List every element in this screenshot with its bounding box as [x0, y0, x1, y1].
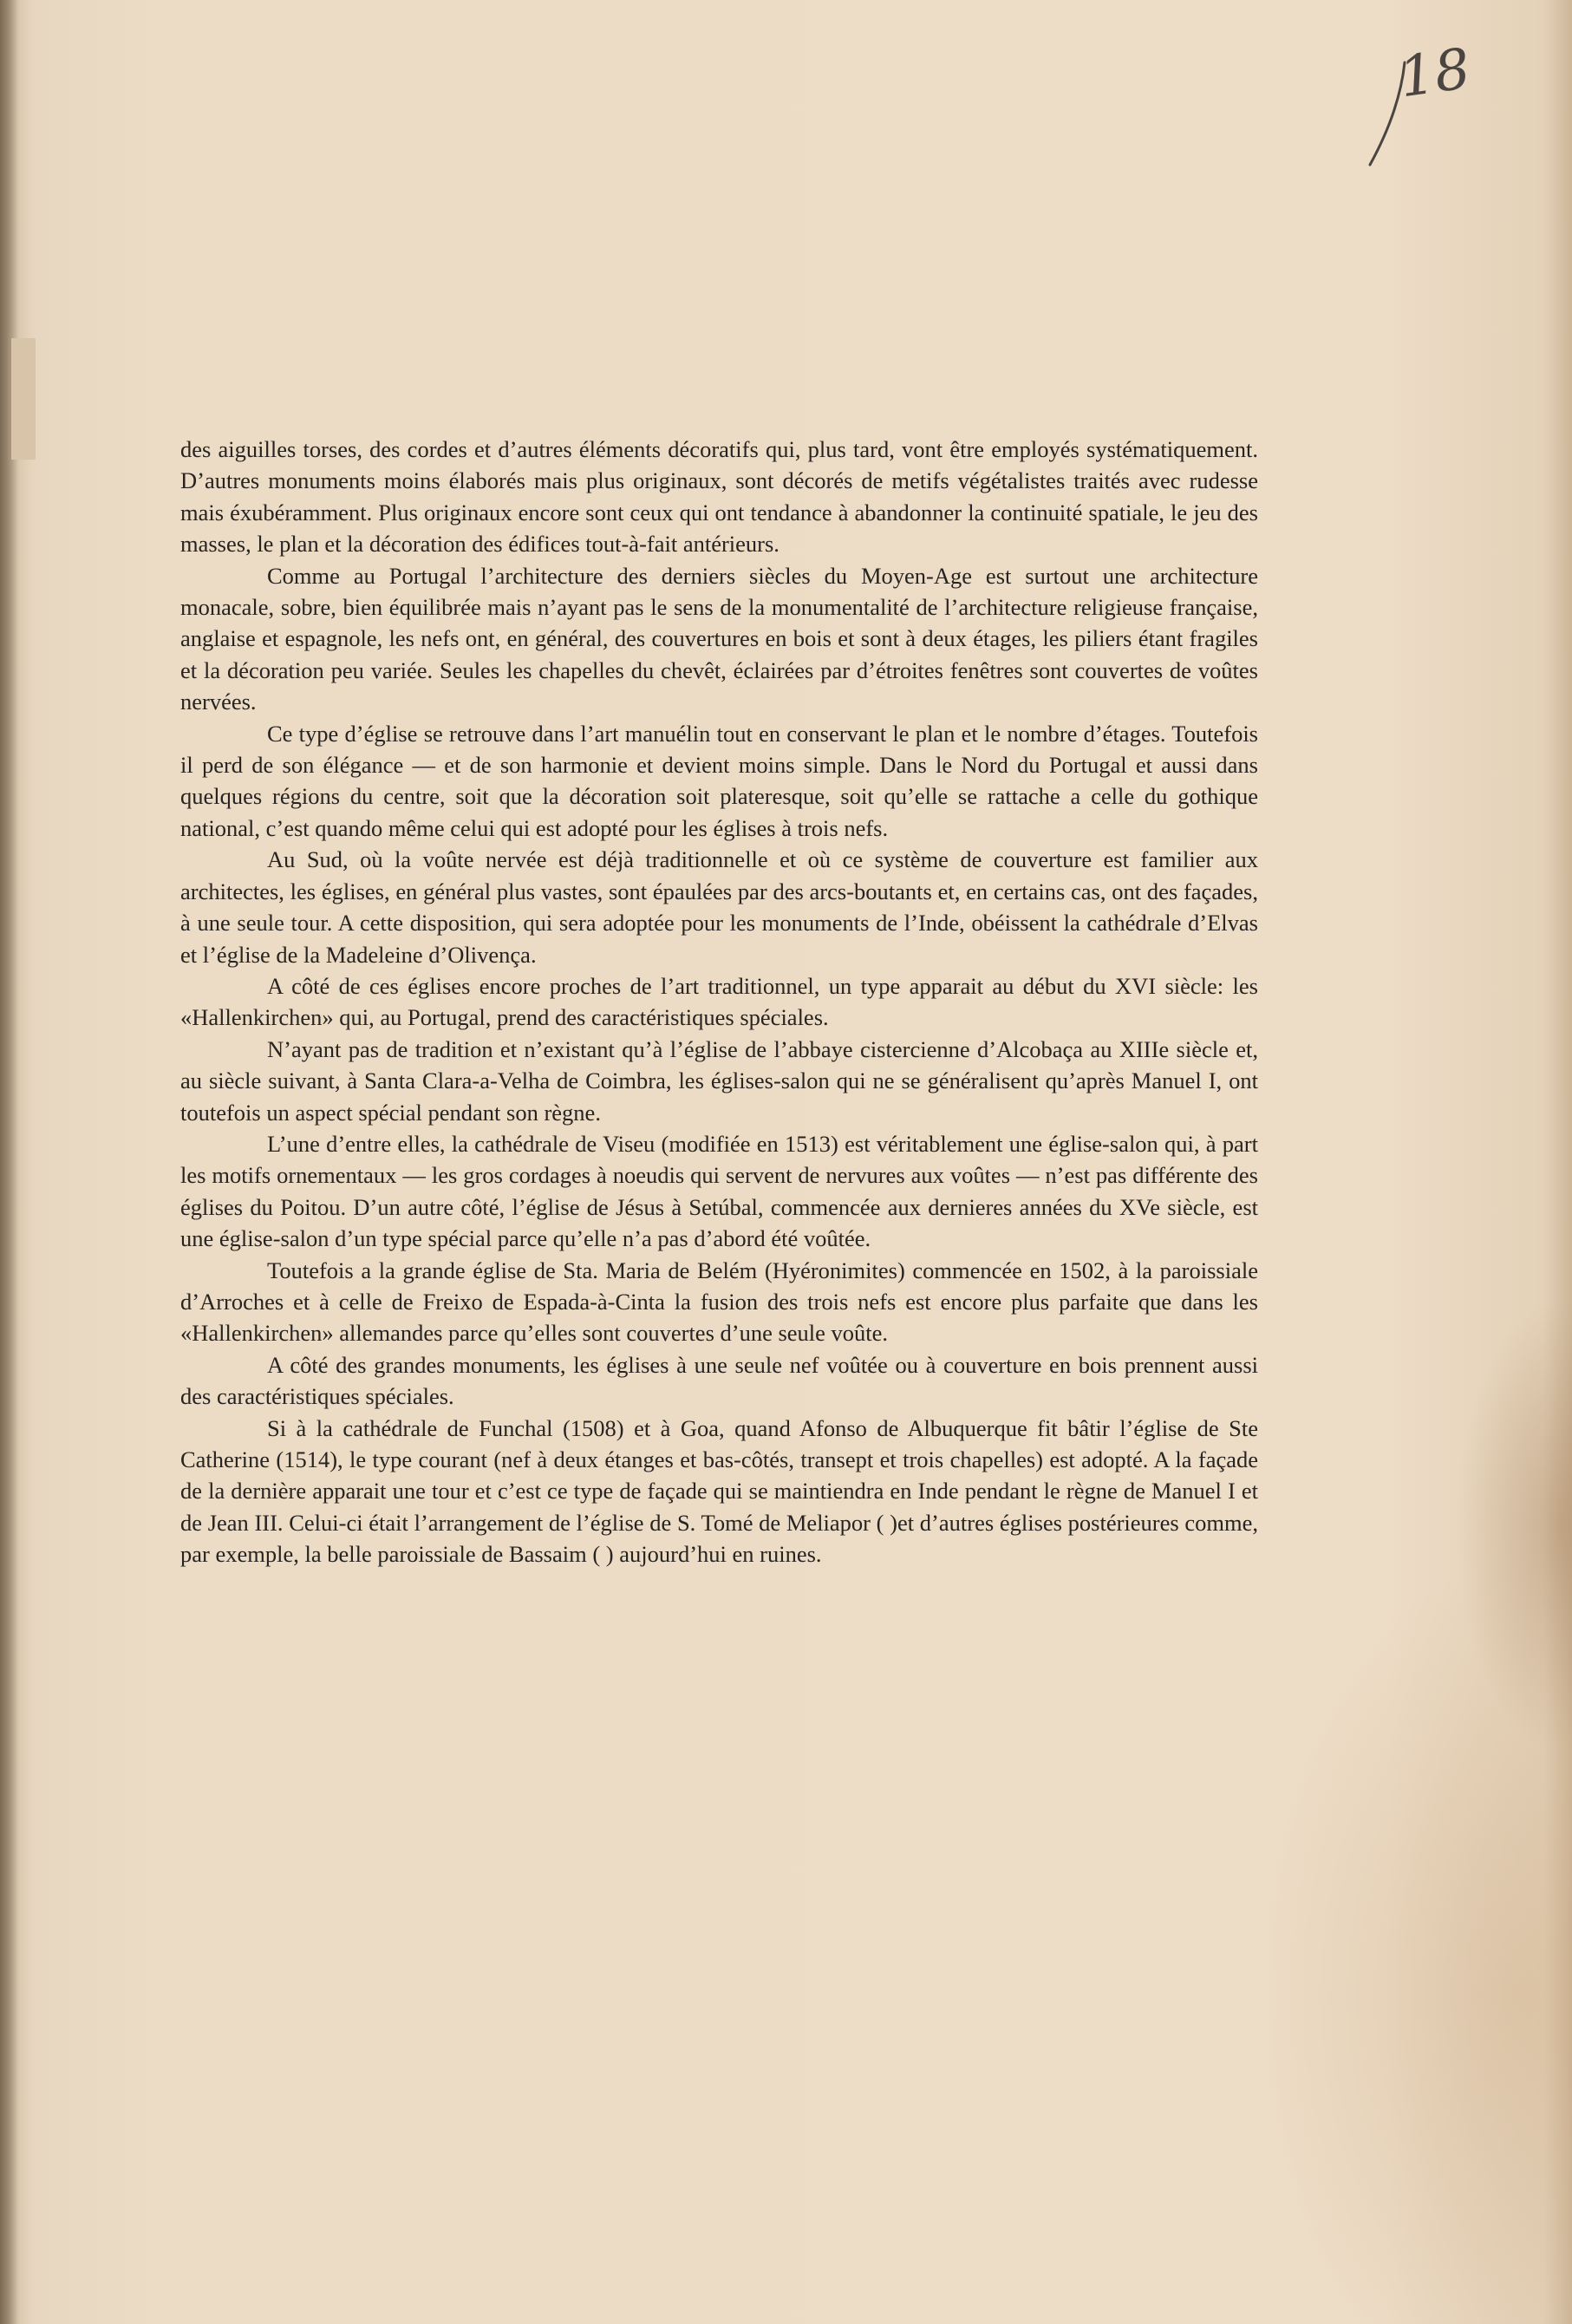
paragraph: A côté des grandes monuments, les églises à une seule nef voûtée ou à couverture en bois prennent aussi des caractéristiques spéciales.: [180, 1351, 1258, 1410]
paragraph: Au Sud, où la voûte nervée est déjà traditionnelle et où ce système de couverture est familier aux architectes, les églises, en général plus vastes, sont épaulées par des arcs-boutants et, en certains cas, ont des façades, à une seule tour. A cette disposition, qui sera adoptée pour les monuments de l’Inde, obéissent la cathédrale d’Elvas et l’église de la Madeleine d’Olivença.: [180, 846, 1258, 968]
paragraph: Ce type d’église se retrouve dans l’art manuélin tout en conservant le plan et le nombre d’étages. Toutefois il perd de son élégance — et de son harmonie et devient moins simple. Dans le Nord du Portugal et aussi dans quelques régions du centre, soit que la décoration soit plateresque, soit qu’elle se rattache a celle du gothique national, c’est quando même celui qui est adopté pour les églises à trois nefs.: [180, 720, 1258, 841]
page-number: [1363, 35, 1475, 182]
paragraph: Comme au Portugal l’architecture des derniers siècles du Moyen-Age est surtout une architecture monacale, sobre, bien équilibrée mais n’ayant pas le sens de la monumentalité de l’architecture religieuse française, anglaise et espagnole, les nefs ont, en général, des couvertures en bois et sont à deux étages, les piliers étant fragiles et la décoration peu variée. Seules les chapelles du chevêt, éclairées par d’étroites fenêtres sont couvertes de voûtes nervées.: [180, 562, 1258, 715]
paragraph: A côté de ces églises encore proches de l’art traditionnel, un type apparait au début du XVI siècle: les «Hallenkirchen» qui, au Portugal, prend des caractéristiques spéciales.: [180, 972, 1258, 1031]
page-number-text: 18: [1395, 36, 1475, 111]
paragraph: Toutefois a la grande église de Sta. Maria de Belém (Hyéronimites) commencée en 1502, à la paroissiale d’Arroches et à celle de Freixo de Espada-à-Cinta la fusion des trois nefs est encore plus parfaite que dans les «Hallenkirchen» allemandes parce qu’elles sont couvertes d’une seule voûte.: [180, 1257, 1258, 1347]
paper-tab: [9, 338, 36, 460]
paragraph: L’une d’entre elles, la cathédrale de Viseu (modifiée en 1513) est véritablement une église-salon qui, à part les motifs ornementaux — les gros cordages à noeudis qui servent de nervures aux voûtes — n’est pas différente des églises du Poitou. D’un autre côté, l’église de Jésus à Setúbal, commencée aux dernieres années du XVe siècle, est une église-salon d’un type spécial parce qu’elle n’a pas d’abord été voûtée.: [180, 1130, 1258, 1252]
paragraph: Si à la cathédrale de Funchal (1508) et à Goa, quand Afonso de Albuquerque fit bâtir l’église de Ste Catherine (1514), le type courant (nef à deux étanges et bas-côtés, transept et trois chapelles) est adopté. A la façade de la dernière apparait une tour et c’est ce type de façade qui se maintiendra en Inde pendant le règne de Manuel I et de Jean III. Celui-ci était l’arrangement de l’église de S. Tomé de Meliapor ( )et d’autres églises postérieures comme, par exemple, la belle paroissiale de Bassaim ( ) aujourd’hui en ruines.: [180, 1414, 1258, 1568]
paragraph: N’ayant pas de tradition et n’existant qu’à l’église de l’abbaye cistercienne d’Alcobaça au XIIIe siècle et, au siècle suivant, à Santa Clara-a-Velha de Coimbra, les églises-salon qui ne se généralisent qu’après Manuel I, ont toutefois un aspect spécial pendant son règne.: [180, 1035, 1258, 1126]
body-text: [180, 434, 1258, 1570]
paragraph: des aiguilles torses, des cordes et d’autres éléments décoratifs qui, plus tard, vont être employés systématiquement. D’autres monuments moins élaborés mais plus originaux, sont décorés de metifs végétalistes traités avec rudesse mais éxubéramment. Plus originaux encore sont ceux qui ont tendance à abandonner la continuité spatiale, le jeu des masses, le plan et la décoration des édifices tout-à-fait antérieurs.: [180, 436, 1258, 558]
